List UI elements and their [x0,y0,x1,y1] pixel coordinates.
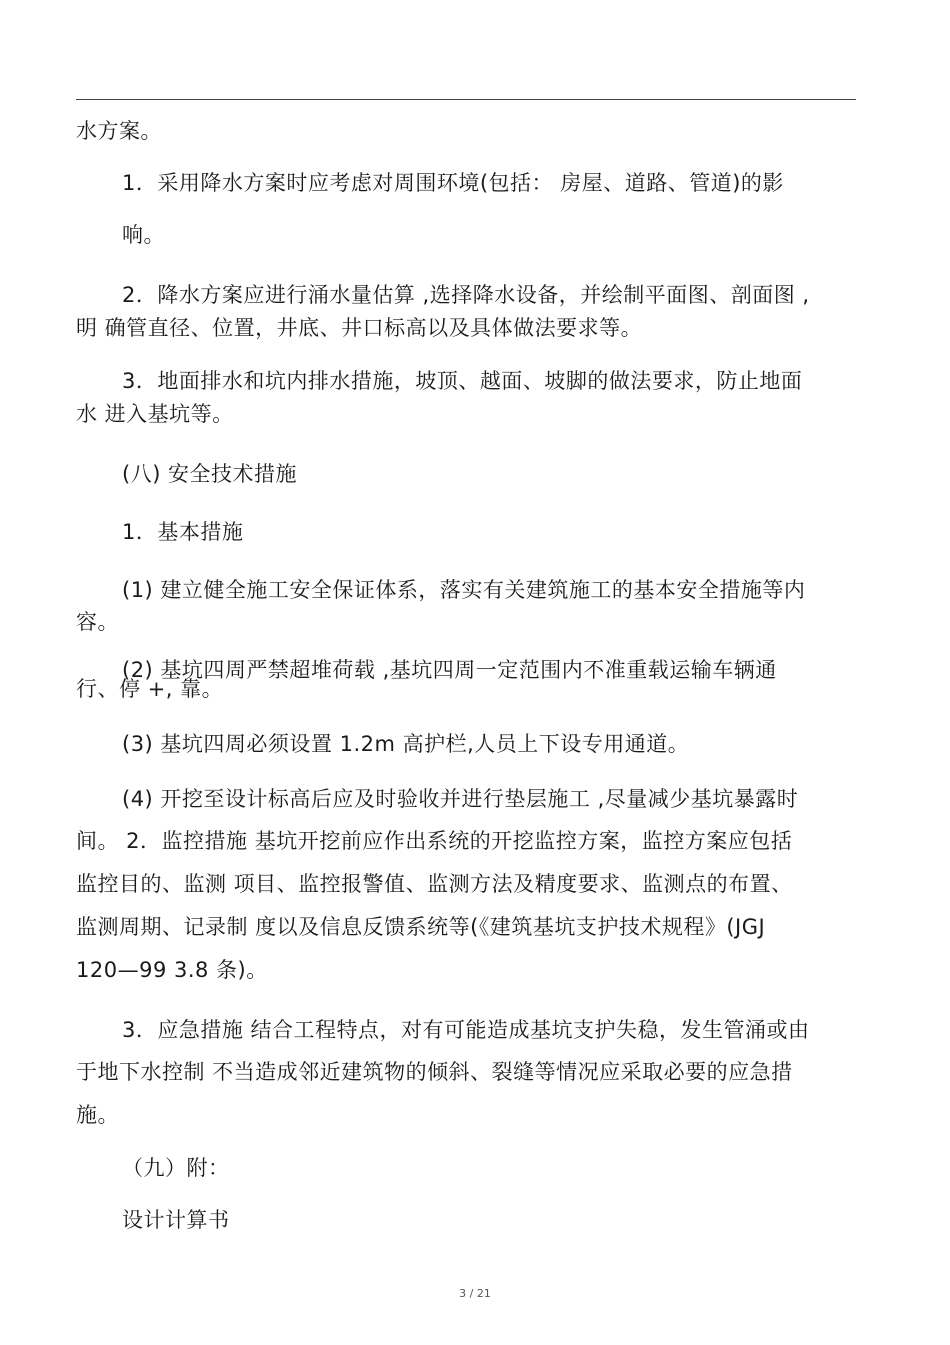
text-line: 监测周期、记录制 度以及信息反馈系统等(《建筑基坑支护技术规程》(JGJ [76,915,766,939]
text-line: 行、停 +, 靠。 [76,677,224,701]
section-heading: （九）附： [122,1156,230,1180]
text-line: 1．采用降水方案时应考虑对周围环境(包括： 房屋、道路、管道)的影 [122,171,784,195]
page-number: 3 / 21 [459,1287,491,1300]
text-line: 水 进入基坑等。 [76,402,234,426]
text-line: 3．地面排水和坑内排水措施，坡顶、越面、坡脚的做法要求，防止地面 [122,369,803,393]
text-line: 间。 2．监控措施 基坑开挖前应作出系统的开挖监控方案，监控方案应包括 [76,829,793,853]
text-line: 2．降水方案应进行涌水量估算 ,选择降水设备，并绘制平面图、剖面图 , [122,283,810,307]
text-line: 监控目的、监测 项目、监控报警值、监测方法及精度要求、监测点的布置、 [76,872,793,896]
text-line: 设计计算书 [122,1208,230,1232]
text-line: (2) 基坑四周严禁超堆荷载 ,基坑四周一定范围内不准重载运输车辆通 [122,658,777,682]
text-line: 1．基本措施 [122,520,244,544]
text-line: 3．应急措施 结合工程特点，对有可能造成基坑支护失稳，发生管涌或由 [122,1018,810,1042]
text-line: 120—99 3.8 条)。 [76,958,268,982]
header-rule [76,99,856,100]
text-line: 施。 [76,1103,119,1127]
text-line: 水方案。 [76,119,162,143]
text-line: (3) 基坑四周必须设置 1.2m 高护栏,人员上下设专用通道。 [122,732,690,756]
text-line: 容。 [76,610,119,634]
text-line: 明 确管直径、位置，井底、井口标高以及具体做法要求等。 [76,316,643,340]
section-heading: (八) 安全技术措施 [122,462,298,486]
text-line: (4) 开挖至设计标高后应及时验收并进行垫层施工 ,尽量减少基坑暴露时 [122,787,799,811]
text-line: 响。 [122,223,165,247]
text-line: 于地下水控制 不当造成邻近建筑物的倾斜、裂缝等情况应采取必要的应急措 [76,1060,793,1084]
text-line: (1) 建立健全施工安全保证体系，落实有关建筑施工的基本安全措施等内 [122,578,806,602]
